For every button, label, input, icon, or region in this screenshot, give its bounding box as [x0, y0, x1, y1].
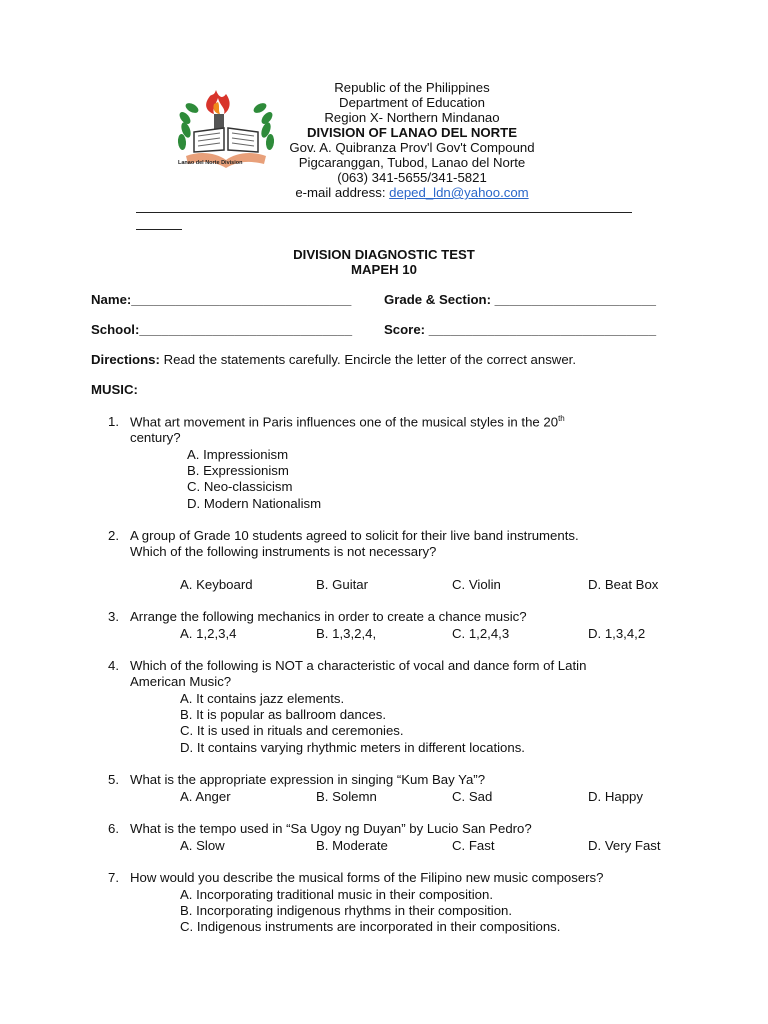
q1-option-d[interactable]: D. Modern Nationalism [187, 496, 322, 511]
email-label: e-mail address: [295, 185, 386, 200]
q2-text-a: A group of Grade 10 students agreed to solicit for their live band instruments. [130, 528, 579, 543]
header-rule-tail [136, 229, 182, 230]
q6-option-d[interactable]: D. Very Fast [588, 838, 661, 853]
q7-number: 7. [108, 870, 119, 885]
q4-option-c[interactable]: C. It is used in rituals and ceremonies. [180, 723, 404, 738]
test-subject: MAPEH 10 [351, 262, 417, 277]
q5-text: What is the appropriate expression in singing “Kum Bay Ya”? [130, 772, 486, 787]
q3-option-c[interactable]: C. 1,2,4,3 [452, 626, 510, 641]
q2-option-b[interactable]: B. Guitar [316, 577, 369, 592]
header-department: Department of Education [339, 95, 485, 110]
test-title: DIVISION DIAGNOSTIC TEST [293, 247, 475, 262]
grade-section-field[interactable]: Grade & Section: ______________________ [384, 292, 657, 307]
directions [91, 352, 576, 367]
q5-option-c[interactable]: C. Sad [452, 789, 493, 804]
q1-option-a[interactable]: A. Impressionism [187, 447, 289, 462]
school-field[interactable]: School:_____________________________ [91, 322, 353, 337]
q4-text-b: American Music? [130, 674, 232, 689]
q4-option-a[interactable]: A. It contains jazz elements. [180, 691, 345, 706]
q2-number: 2. [108, 528, 119, 543]
q5-number: 5. [108, 772, 119, 787]
header-address1: Gov. A. Quibranza Prov'l Gov't Compound [289, 140, 535, 155]
q1-text-a: What art movement in Paris influences one of the musical styles in the 20 [130, 414, 559, 430]
q1-text [130, 414, 565, 429]
q5-option-d[interactable]: D. Happy [588, 789, 643, 804]
header-phone: (063) 341-5655/341-5821 [337, 170, 487, 185]
q3-text: Arrange the following mechanics in order to create a chance music? [130, 609, 527, 624]
q4-number: 4. [108, 658, 119, 673]
q3-option-b[interactable]: B. 1,3,2,4, [316, 626, 377, 641]
q6-number: 6. [108, 821, 119, 836]
q3-option-d[interactable]: D. 1,3,4,2 [588, 626, 646, 641]
header-republic: Republic of the Philippines [334, 80, 490, 95]
q1-option-b[interactable]: B. Expressionism [187, 463, 289, 478]
logo-caption: Lanao del Norte Division [178, 160, 243, 166]
header-division: DIVISION OF LANAO DEL NORTE [306, 125, 518, 140]
section-music: MUSIC: [91, 382, 138, 397]
q2-option-a[interactable]: A. Keyboard [180, 577, 253, 592]
email-link[interactable]: deped_ldn@yahoo.com [389, 185, 529, 200]
q2-text-b: Which of the following instruments is not necessary? [130, 544, 437, 559]
q1-number: 1. [108, 414, 119, 429]
q4-option-b[interactable]: B. It is popular as ballroom dances. [180, 707, 386, 722]
q4-text-a: Which of the following is NOT a characteristic of vocal and dance form of Latin [130, 658, 587, 673]
name-field[interactable]: Name:______________________________ [91, 292, 352, 307]
q3-number: 3. [108, 609, 119, 624]
directions-text: Read the statements carefully. Encircle the letter of the correct answer. [163, 352, 576, 367]
score-field[interactable]: Score: _______________________________ [384, 322, 657, 337]
q2-option-c[interactable]: C. Violin [452, 577, 501, 592]
header-region: Region X- Northern Mindanao [324, 110, 500, 125]
q2-option-d[interactable]: D. Beat Box [588, 577, 659, 592]
header-email-row [262, 185, 562, 200]
header-rule [136, 212, 632, 213]
q7-option-c[interactable]: C. Indigenous instruments are incorporated in their compositions. [180, 919, 561, 934]
q6-option-b[interactable]: B. Moderate [316, 838, 388, 853]
q7-option-a[interactable]: A. Incorporating traditional music in their composition. [180, 887, 493, 902]
q1-option-c[interactable]: C. Neo-classicism [187, 479, 293, 494]
q1-sup: th [558, 414, 565, 423]
q7-option-b[interactable]: B. Incorporating indigenous rhythms in their composition. [180, 903, 513, 918]
q5-option-a[interactable]: A. Anger [180, 789, 231, 804]
directions-label: Directions: [91, 352, 160, 367]
q5-option-b[interactable]: B. Solemn [316, 789, 377, 804]
q6-option-a[interactable]: A. Slow [180, 838, 225, 853]
q6-text: What is the tempo used in “Sa Ugoy ng Duyan” by Lucio San Pedro? [130, 821, 532, 836]
header-address2: Pigcaranggan, Tubod, Lanao del Norte [298, 155, 526, 170]
q7-text: How would you describe the musical forms of the Filipino new music composers? [130, 870, 604, 885]
q6-option-c[interactable]: C. Fast [452, 838, 495, 853]
q3-option-a[interactable]: A. 1,2,3,4 [180, 626, 237, 641]
q4-option-d[interactable]: D. It contains varying rhythmic meters in different locations. [180, 740, 525, 755]
q1-text-b: century? [130, 430, 181, 445]
